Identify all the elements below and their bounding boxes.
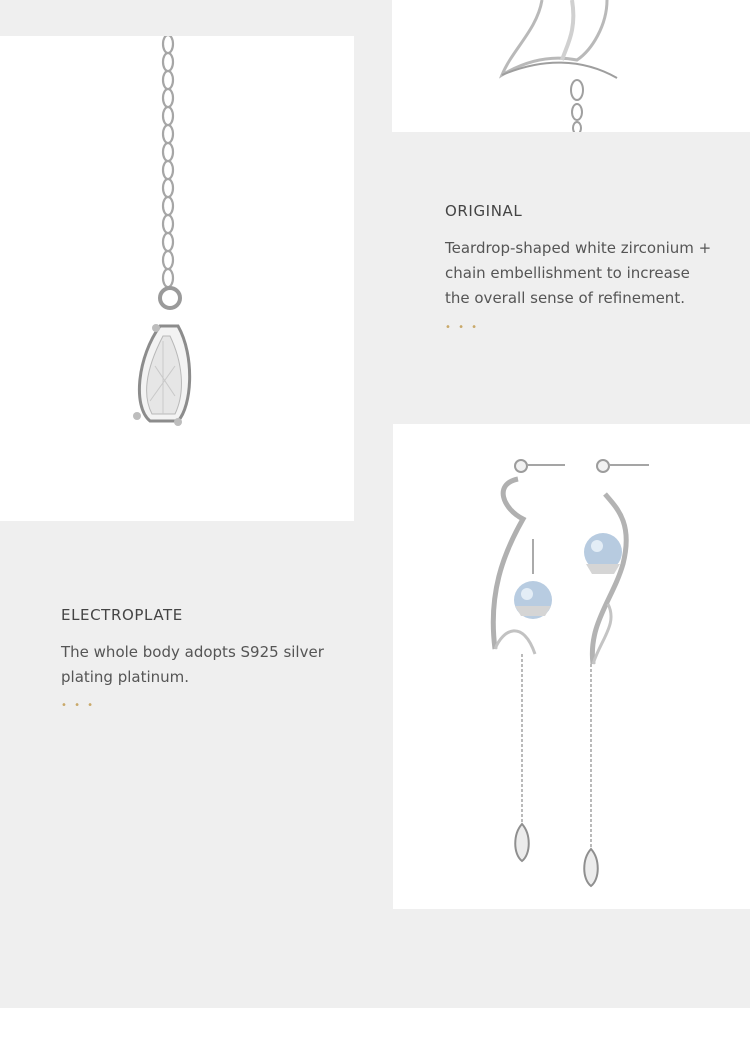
section-text-original (445, 236, 740, 311)
product-photo-earrings-pair (393, 424, 750, 909)
section-text-electroplate (61, 640, 351, 690)
decorative-dots: • • • (445, 322, 480, 333)
decorative-dots: • • • (61, 700, 96, 711)
text-line: the overall sense of refinement. (445, 289, 685, 307)
section-heading-electroplate: ELECTROPLATE (61, 606, 183, 624)
bottom-divider (0, 1008, 750, 1051)
product-photo-top-right (392, 0, 750, 132)
text-line: plating platinum. (61, 668, 190, 686)
section-heading-original: ORIGINAL (445, 202, 523, 220)
earrings-pair-image (393, 424, 750, 909)
text-line: chain embellishment to increase (445, 264, 690, 282)
teardrop-pendant-image (0, 36, 354, 521)
text-line: The whole body adopts S925 silver (61, 643, 324, 661)
text-line: Teardrop-shaped white zirconium + (445, 239, 712, 257)
product-photo-teardrop (0, 36, 354, 521)
earring-flourish-image (392, 0, 750, 132)
